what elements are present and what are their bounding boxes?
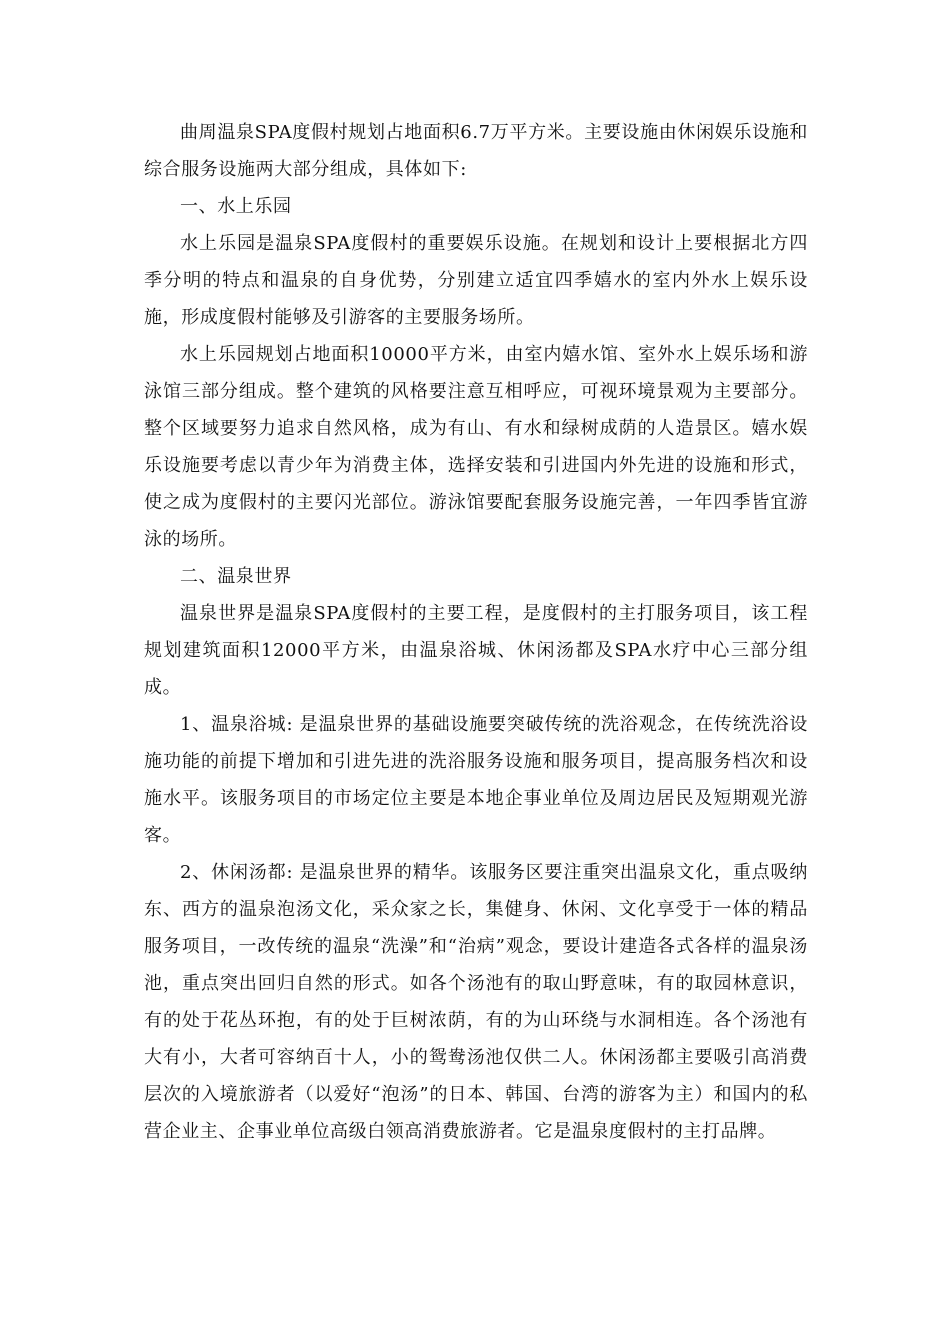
document-body — [144, 114, 808, 1150]
section-heading-hot-spring-world: 二、温泉世界 — [180, 566, 292, 587]
bath-city-paragraph: 1、温泉浴城: 是温泉世界的基础设施要突破传统的洗浴观念，在传统洗浴设施功能的前提下增加和引进先进的洗浴服务设施和服务项目，提高服务档次和设施水平。该服务项目的市场定位主要是本地企事业单位及周边居民及短期观光游客。 — [144, 714, 808, 846]
section-heading-water-park: 一、水上乐园 — [180, 196, 292, 217]
hot-spring-world-paragraph: 温泉世界是温泉SPA度假村的主要工程，是度假村的主打服务项目，该工程规划建筑面积12000平方米，由温泉浴城、休闲汤都及SPA水疗中心三部分组成。 — [144, 603, 808, 698]
intro-paragraph: 曲周温泉SPA度假村规划占地面积6.7万平方米。主要设施由休闲娱乐设施和综合服务设施两大部分组成，具体如下: — [144, 122, 808, 180]
water-park-paragraph-1: 水上乐园是温泉SPA度假村的重要娱乐设施。在规划和设计上要根据北方四季分明的特点和温泉的自身优势，分别建立适宜四季嬉水的室内外水上娱乐设施，形成度假村能够及引游客的主要服务场所。 — [144, 233, 808, 328]
leisure-spa-paragraph: 2、休闲汤都: 是温泉世界的精华。该服务区要注重突出温泉文化，重点吸纳东、西方的温泉泡汤文化，采众家之长，集健身、休闲、文化享受于一体的精品服务项目，一改传统的温泉“洗澡”和“治病”观念，要设计建造各式各样的温泉汤池，重点突出回归自然的形式。如各个汤池有的取山野意味，有的取园林意识，有的处于花丛环抱，有的处于巨树浓荫，有的为山环绕与水洞相连。各个汤池有大有小，大者可容纳百十人，小的鸳鸯汤池仅供二人。休闲汤都主要吸引高消费层次的入境旅游者（以爱好“泡汤”的日本、韩国、台湾的游客为主）和国内的私营企业主、企事业单位高级白领高消费旅游者。它是温泉度假村的主打品牌。 — [144, 862, 808, 1142]
water-park-paragraph-2: 水上乐园规划占地面积10000平方米，由室内嬉水馆、室外水上娱乐场和游泳馆三部分组成。整个建筑的风格要注意互相呼应，可视环境景观为主要部分。整个区域要努力追求自然风格，成为有山、有水和绿树成荫的人造景区。嬉水娱乐设施要考虑以青少年为消费主体，选择安装和引进国内外先进的设施和形式，使之成为度假村的主要闪光部位。游泳馆要配套服务设施完善，一年四季皆宜游泳的场所。 — [144, 344, 808, 550]
